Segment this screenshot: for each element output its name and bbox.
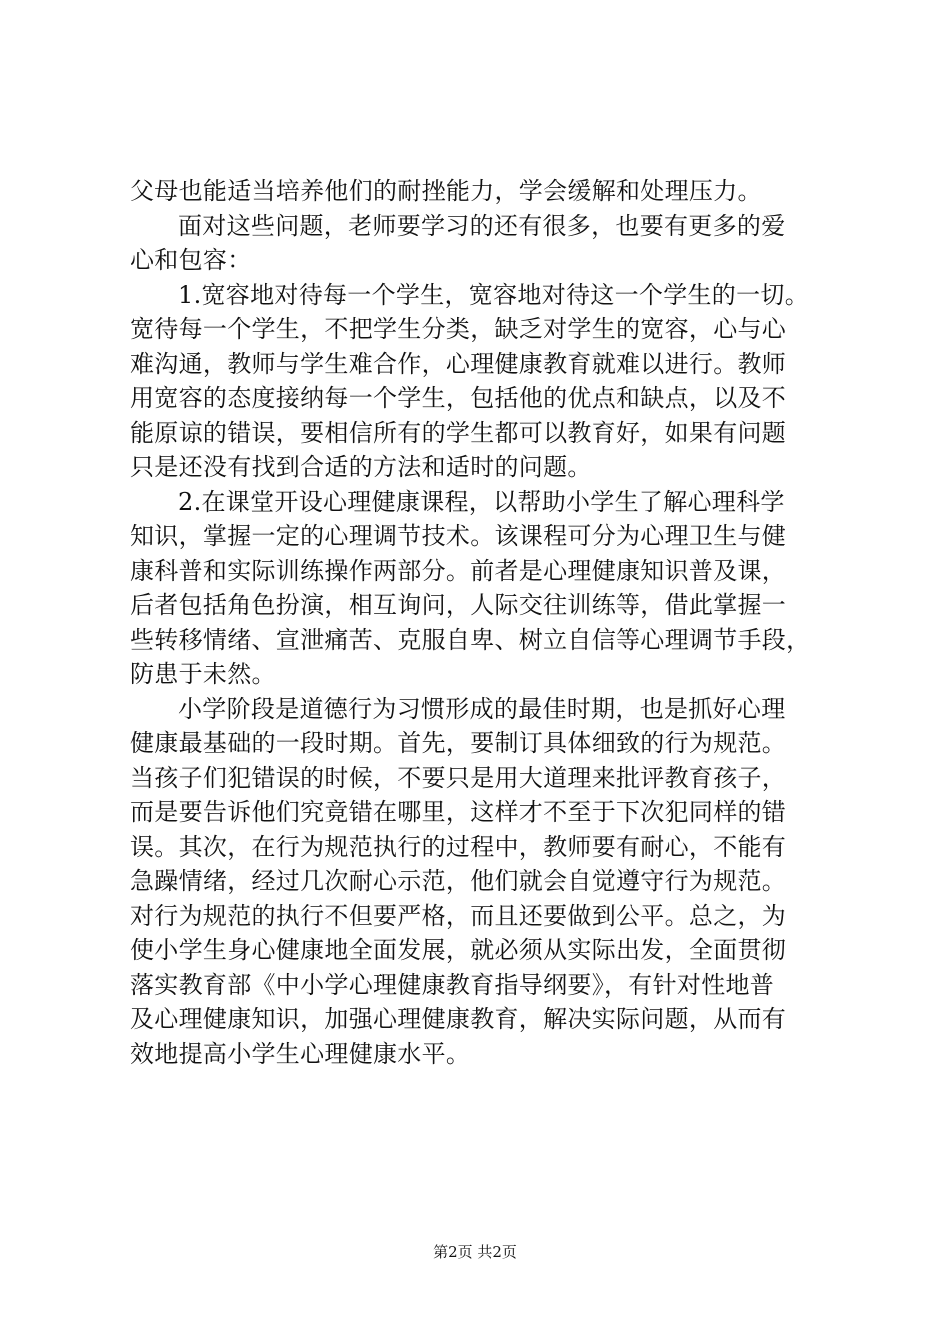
text-line: 些转移情绪、宣泄痛苦、克服自卑、树立自信等心理调节手段， (130, 625, 811, 654)
text-line: 父母也能适当培养他们的耐挫能力，学会缓解和处理压力。 (130, 177, 762, 205)
text-line: 能原谅的错误，要相信所有的学生都可以教育好，如果有问题 (130, 418, 787, 447)
text-line: 面对这些问题，老师要学习的还有很多，也要有更多的爱 (178, 211, 786, 240)
text-line: 后者包括角色扮演，相互询问，人际交往训练等，借此掌握一 (130, 591, 787, 619)
text-line: 知识，掌握一定的心理调节技术。该课程可分为心理卫生与健 (130, 522, 787, 550)
text-line: 小学阶段是道德行为习惯形成的最佳时期，也是抓好心理 (178, 694, 786, 723)
text-line: 及心理健康知识，加强心理健康教育，解决实际问题，从而有 (130, 1005, 787, 1033)
text-line: 1.宽容地对待每一个学生，宽容地对待这一个学生的一切。 (178, 280, 809, 309)
text-line: 当孩子们犯错误的时候，不要只是用大道理来批评教育孩子， (130, 763, 787, 792)
text-line: 只是还没有找到合适的方法和适时的问题。 (130, 453, 592, 481)
text-line: 误。其次，在行为规范执行的过程中，教师要有耐心，不能有 (130, 832, 787, 861)
text-line: 用宽容的态度接纳每一个学生，包括他的优点和缺点，以及不 (130, 384, 787, 412)
text-line: 防患于未然。 (130, 660, 276, 688)
text-line: 而是要告诉他们究竟错在哪里，这样才不至于下次犯同样的错 (130, 798, 787, 826)
text-line: 健康最基础的一段时期。首先，要制订具体细致的行为规范。 (130, 729, 787, 757)
text-line: 急躁情绪，经过几次耐心示范，他们就会自觉遵守行为规范。 (130, 867, 787, 895)
text-line: 对行为规范的执行不但要严格，而且还要做到公平。总之，为 (130, 901, 787, 930)
page-footer: 第2页 共2页 (433, 1243, 517, 1261)
text-line: 效地提高小学生心理健康水平。 (130, 1039, 471, 1068)
text-line: 难沟通，教师与学生难合作，心理健康教育就难以进行。教师 (130, 349, 787, 378)
text-line: 使小学生身心健康地全面发展，就必须从实际出发，全面贯彻 (130, 936, 787, 964)
text-line: 康科普和实际训练操作两部分。前者是心理健康知识普及课， (130, 556, 787, 585)
text-line: 心和包容： (130, 246, 252, 274)
text-line: 落实教育部《中小学心理健康教育指导纲要》，有针对性地普 (130, 970, 775, 999)
document-body (130, 174, 860, 1071)
text-line: 宽待每一个学生，不把学生分类，缺乏对学生的宽容，心与心 (130, 315, 787, 343)
text-line: 2.在课堂开设心理健康课程，以帮助小学生了解心理科学 (178, 487, 785, 516)
